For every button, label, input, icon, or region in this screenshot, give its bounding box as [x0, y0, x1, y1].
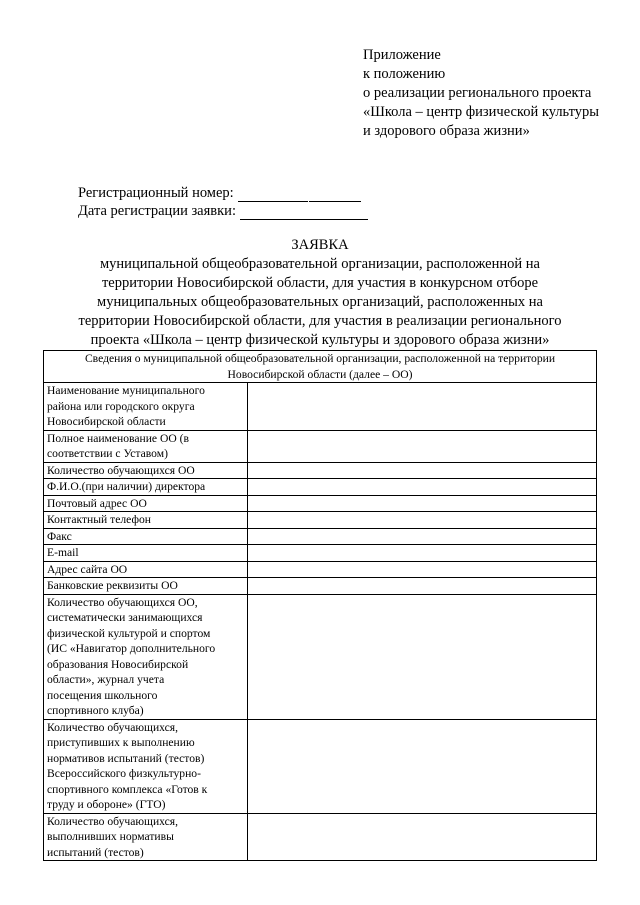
field-label-line: спортивного клуба) — [47, 704, 144, 717]
field-label-line: выполнивших нормативы — [47, 830, 174, 843]
table-row — [44, 512, 597, 529]
field-label-line: физической культурой и спортом — [47, 626, 211, 640]
field-label-line: Контактный телефон — [47, 513, 151, 526]
field-value-cell[interactable] — [248, 430, 597, 462]
table-header — [44, 351, 597, 383]
field-value-cell[interactable] — [248, 813, 597, 861]
field-label — [44, 430, 248, 462]
table-row — [44, 462, 597, 479]
field-label-line: района или городского округа — [47, 399, 195, 413]
title-line: территории Новосибирской области, для участия в конкурсном отборе — [101, 275, 539, 291]
field-label-line: образования Новосибирской — [47, 657, 189, 671]
registration-number-field-extension[interactable] — [309, 187, 361, 202]
field-label — [44, 383, 248, 431]
appendix-line: о реализации регионального проекта — [363, 85, 592, 101]
title-line: проекта «Школа – центр физической культуры и здорового образа жизни» — [90, 332, 550, 348]
title-line: муниципальных общеобразовательных организаций, расположенных на — [97, 294, 543, 310]
table-row — [44, 813, 597, 861]
table-header-line: Новосибирской области (далее – ОО) — [227, 367, 413, 381]
field-label — [44, 813, 248, 861]
field-label-line: систематически занимающихся — [47, 611, 203, 624]
field-value-cell[interactable] — [248, 462, 597, 479]
application-form-table — [43, 350, 597, 861]
field-value-cell[interactable] — [248, 512, 597, 529]
field-label-line: E-mail — [47, 546, 79, 559]
field-label — [44, 528, 248, 545]
table-row — [44, 528, 597, 545]
field-label — [44, 545, 248, 562]
table-row — [44, 479, 597, 496]
registration-number-field[interactable] — [238, 187, 308, 202]
table-row — [44, 594, 597, 719]
field-label-line: нормативов испытаний (тестов) — [47, 751, 205, 765]
field-label-line: испытаний (тестов) — [47, 845, 144, 859]
field-label-line: Факс — [47, 529, 72, 543]
registration-number-label: Регистрационный номер: — [78, 185, 234, 201]
field-label-line: (ИС «Навигатор дополнительного — [47, 642, 216, 655]
registration-date-label: Дата регистрации заявки: — [78, 203, 236, 219]
appendix-line: «Школа – центр физической культуры — [363, 104, 600, 120]
table-row — [44, 719, 597, 813]
field-label-line: Всероссийского физкультурно- — [47, 767, 201, 780]
field-value-cell[interactable] — [248, 495, 597, 512]
field-label-line: приступивших к выполнению — [47, 736, 195, 749]
table-row — [44, 495, 597, 512]
field-label-line: Наименование муниципального — [47, 384, 205, 397]
field-value-cell[interactable] — [248, 719, 597, 813]
field-label-line: Количество обучающихся ОО — [47, 463, 195, 477]
registration-date-row — [78, 202, 368, 220]
title-heading: ЗАЯВКА — [291, 237, 349, 253]
table-row — [44, 383, 597, 431]
field-label — [44, 512, 248, 529]
field-value-cell[interactable] — [248, 594, 597, 719]
field-label — [44, 479, 248, 496]
field-label — [44, 462, 248, 479]
table-row — [44, 545, 597, 562]
table-header-line: Сведения о муниципальной общеобразовательной организации, расположенной на территории — [84, 352, 556, 365]
appendix-line: к положению — [363, 66, 446, 82]
document-title — [40, 236, 600, 350]
field-value-cell[interactable] — [248, 545, 597, 562]
field-label-line: Количество обучающихся, — [47, 814, 179, 828]
field-label-line: спортивного комплекса «Готов к — [47, 782, 208, 796]
field-label-line: Количество обучающихся ОО, — [47, 595, 198, 609]
table-header-row — [44, 351, 597, 383]
appendix-line: Приложение — [363, 47, 441, 63]
field-label — [44, 594, 248, 719]
field-label-line: Количество обучающихся, — [47, 720, 179, 734]
field-label-line: области», журнал учета — [47, 673, 165, 686]
field-label — [44, 561, 248, 578]
field-label-line: Почтовый адрес ОО — [47, 496, 147, 510]
appendix-block — [363, 46, 599, 141]
field-label — [44, 578, 248, 595]
field-label-line: Новосибирской области — [47, 415, 166, 428]
field-label-line: соответствии с Уставом) — [47, 447, 168, 460]
field-value-cell[interactable] — [248, 479, 597, 496]
field-value-cell[interactable] — [248, 383, 597, 431]
title-line: муниципальной общеобразовательной организации, расположенной на — [100, 256, 540, 272]
title-line: территории Новосибирской области, для участия в реализации регионального — [78, 313, 562, 329]
registration-number-row — [78, 184, 368, 202]
field-label — [44, 495, 248, 512]
field-label-line: труду и обороне» (ГТО) — [47, 798, 166, 811]
appendix-line: и здорового образа жизни» — [363, 123, 530, 139]
table-row — [44, 430, 597, 462]
field-label-line: Полное наименование ОО (в — [47, 431, 189, 445]
field-label — [44, 719, 248, 813]
field-value-cell[interactable] — [248, 528, 597, 545]
registration-block — [78, 184, 368, 220]
table-row — [44, 578, 597, 595]
field-value-cell[interactable] — [248, 561, 597, 578]
field-label-line: посещения школьного — [47, 688, 158, 702]
registration-date-field[interactable] — [240, 205, 368, 220]
field-label-line: Адрес сайта ОО — [47, 562, 128, 576]
field-label-line: Банковские реквизиты ОО — [47, 579, 178, 592]
table-row — [44, 561, 597, 578]
field-value-cell[interactable] — [248, 578, 597, 595]
field-label-line: Ф.И.О.(при наличии) директора — [47, 480, 206, 493]
